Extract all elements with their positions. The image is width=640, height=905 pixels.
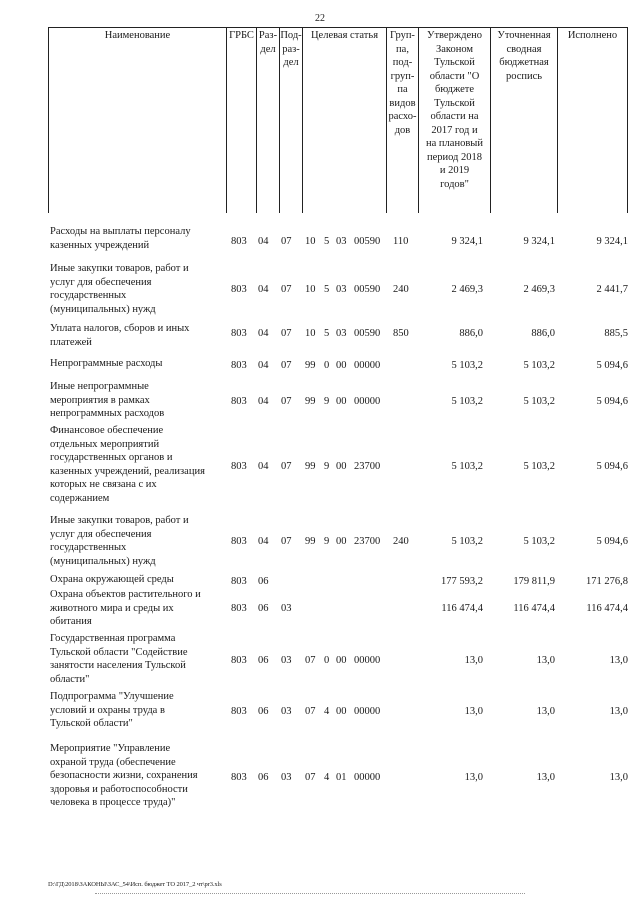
expense-group: 850 <box>393 328 409 339</box>
row-name-line: содержанием <box>50 492 110 504</box>
target-program: 07 <box>305 706 316 717</box>
target-program: 99 <box>305 461 316 472</box>
approved-value: 2 469,3 <box>451 284 483 295</box>
row-name-line: государственных <box>50 542 127 553</box>
row-name <box>50 225 222 252</box>
podrazdel: 07 <box>281 328 292 339</box>
target-subprogram: 9 <box>324 536 330 547</box>
row-name-line: условий и охраны труда в <box>50 704 165 716</box>
row-name-line: услуг для обеспечения <box>50 528 152 540</box>
target-event: 00 <box>336 536 347 547</box>
executed-value: 5 094,6 <box>596 536 628 547</box>
target-program: 07 <box>305 772 316 783</box>
row-name <box>50 380 222 421</box>
row-name-line: Непрограммные расходы <box>50 358 163 369</box>
target-subprogram: 4 <box>324 772 330 783</box>
target-direction: 23700 <box>354 536 381 547</box>
target-direction: 00590 <box>354 236 381 247</box>
row-name <box>50 632 222 686</box>
target-subprogram: 0 <box>324 360 330 371</box>
target-direction: 00000 <box>354 706 381 717</box>
grbs: 803 <box>231 396 247 407</box>
row-name <box>50 262 222 316</box>
podrazdel: 03 <box>281 706 292 717</box>
approved-value: 5 103,2 <box>451 360 483 371</box>
approved-value: 886,0 <box>459 328 483 339</box>
podrazdel: 03 <box>281 603 292 614</box>
row-name-line: государственных <box>50 290 127 301</box>
grbs: 803 <box>231 360 247 371</box>
target-event: 03 <box>336 236 347 247</box>
expense-group: 240 <box>393 536 409 547</box>
refined-value: 13,0 <box>536 772 555 783</box>
expense-group: 240 <box>393 284 409 295</box>
razdel: 04 <box>258 536 269 547</box>
razdel: 04 <box>258 328 269 339</box>
row-name-line: животного мира и среды их <box>50 602 174 614</box>
header-razdel: Раз- дел <box>256 27 279 213</box>
row-name-line: области" <box>50 673 90 685</box>
razdel: 06 <box>258 603 269 614</box>
row-name <box>50 357 222 371</box>
podrazdel: 07 <box>281 396 292 407</box>
row-name-line: платежей <box>50 336 92 348</box>
row-name-line: Охрана объектов растительного и <box>50 589 201 600</box>
executed-value: 13,0 <box>609 706 628 717</box>
target-program: 10 <box>305 284 316 295</box>
executed-value: 2 441,7 <box>596 284 628 295</box>
row-name-line: Уплата налогов, сборов и иных <box>50 323 190 334</box>
target-direction: 00590 <box>354 284 381 295</box>
row-name-line: которых не связана с их <box>50 479 157 490</box>
target-event: 03 <box>336 328 347 339</box>
row-name-line: обитания <box>50 616 92 627</box>
podrazdel: 07 <box>281 360 292 371</box>
header-refined: Уточненная сводная бюджетная роспись <box>490 27 557 213</box>
target-event: 00 <box>336 396 347 407</box>
approved-value: 13,0 <box>464 706 483 717</box>
row-name-line: Подпрограмма "Улучшение <box>50 691 174 702</box>
row-name-line: занятости населения Тульской <box>50 660 186 671</box>
executed-value: 5 094,6 <box>596 360 628 371</box>
refined-value: 116 474,4 <box>513 603 555 614</box>
row-name <box>50 424 222 505</box>
row-name-line: Мероприятие "Управление <box>50 743 171 754</box>
razdel: 04 <box>258 461 269 472</box>
approved-value: 13,0 <box>464 772 483 783</box>
refined-value: 5 103,2 <box>523 360 555 371</box>
podrazdel: 07 <box>281 536 292 547</box>
header-grbs: ГРБС <box>226 27 256 213</box>
row-name-line: государственных органов и <box>50 452 173 463</box>
razdel: 04 <box>258 396 269 407</box>
executed-value: 5 094,6 <box>596 396 628 407</box>
target-direction: 00000 <box>354 360 381 371</box>
grbs: 803 <box>231 706 247 717</box>
row-name-line: охраной труда (обеспечение <box>50 756 176 768</box>
target-subprogram: 5 <box>324 328 330 339</box>
razdel: 06 <box>258 706 269 717</box>
executed-value: 13,0 <box>609 772 628 783</box>
executed-value: 116 474,4 <box>586 603 628 614</box>
row-name-line: Расходы на выплаты персоналу <box>50 226 191 237</box>
refined-value: 886,0 <box>531 328 555 339</box>
target-subprogram: 5 <box>324 284 330 295</box>
target-direction: 00000 <box>354 655 381 666</box>
podrazdel: 07 <box>281 236 292 247</box>
target-direction: 00590 <box>354 328 381 339</box>
refined-value: 179 811,9 <box>513 576 555 587</box>
row-name-line: Финансовое обеспечение <box>50 425 164 436</box>
approved-value: 13,0 <box>464 655 483 666</box>
header-approved: Утверждено Законом Тульской области "О бюджете Тульской области на 2017 год и на плановый период 2018 и 2019 годов" <box>418 27 490 213</box>
target-program: 99 <box>305 396 316 407</box>
grbs: 803 <box>231 536 247 547</box>
target-subprogram: 9 <box>324 461 330 472</box>
podrazdel: 03 <box>281 772 292 783</box>
grbs: 803 <box>231 772 247 783</box>
executed-value: 885,5 <box>604 328 628 339</box>
header-target-article: Целевая статья <box>302 27 386 213</box>
approved-value: 5 103,2 <box>451 396 483 407</box>
row-name <box>50 322 222 349</box>
refined-value: 5 103,2 <box>523 536 555 547</box>
razdel: 06 <box>258 655 269 666</box>
target-subprogram: 5 <box>324 236 330 247</box>
header-name: Наименование <box>48 27 226 213</box>
row-name-line: казенных учреждений, реализация <box>50 465 205 477</box>
row-name-line: Иные закупки товаров, работ и <box>50 263 189 274</box>
refined-value: 13,0 <box>536 655 555 666</box>
row-name-line: Тульской области" <box>50 718 133 729</box>
row-name-line: (муниципальных) нужд <box>50 555 156 567</box>
target-program: 99 <box>305 360 316 371</box>
row-name-line: услуг для обеспечения <box>50 276 152 288</box>
row-name-line: Иные закупки товаров, работ и <box>50 515 189 526</box>
target-direction: 23700 <box>354 461 381 472</box>
row-name-line: непрограммных расходов <box>50 408 165 419</box>
row-name-line: человека в процессе труда)" <box>50 797 176 808</box>
razdel: 06 <box>258 772 269 783</box>
target-subprogram: 4 <box>324 706 330 717</box>
refined-value: 5 103,2 <box>523 461 555 472</box>
row-name-line: казенных учреждений <box>50 239 150 251</box>
podrazdel: 07 <box>281 284 292 295</box>
grbs: 803 <box>231 603 247 614</box>
podrazdel: 07 <box>281 461 292 472</box>
row-name <box>50 690 222 731</box>
row-name <box>50 514 222 568</box>
razdel: 06 <box>258 576 269 587</box>
grbs: 803 <box>231 236 247 247</box>
target-event: 00 <box>336 655 347 666</box>
target-direction: 00000 <box>354 772 381 783</box>
grbs: 803 <box>231 328 247 339</box>
row-name-line: (муниципальных) нужд <box>50 303 156 315</box>
row-name-line: безопасности жизни, сохранения <box>50 770 198 781</box>
podrazdel: 03 <box>281 655 292 666</box>
row-name-line: Иные непрограммные <box>50 381 149 392</box>
target-event: 00 <box>336 461 347 472</box>
row-name-line: отдельных мероприятий <box>50 438 160 450</box>
target-event: 01 <box>336 772 347 783</box>
row-name <box>50 742 222 810</box>
row-name <box>50 588 222 629</box>
executed-value: 171 276,8 <box>586 576 628 587</box>
approved-value: 5 103,2 <box>451 536 483 547</box>
row-name-line: мероприятия в рамках <box>50 394 150 406</box>
razdel: 04 <box>258 284 269 295</box>
approved-value: 5 103,2 <box>451 461 483 472</box>
target-event: 00 <box>336 360 347 371</box>
target-subprogram: 9 <box>324 396 330 407</box>
target-program: 10 <box>305 328 316 339</box>
grbs: 803 <box>231 461 247 472</box>
approved-value: 177 593,2 <box>441 576 483 587</box>
row-name-line: Государственная программа <box>50 633 176 644</box>
approved-value: 9 324,1 <box>451 236 483 247</box>
target-program: 10 <box>305 236 316 247</box>
refined-value: 5 103,2 <box>523 396 555 407</box>
grbs: 803 <box>231 284 247 295</box>
target-program: 07 <box>305 655 316 666</box>
row-name-line: здоровья и работоспособности <box>50 783 188 795</box>
target-subprogram: 0 <box>324 655 330 666</box>
razdel: 04 <box>258 360 269 371</box>
header-executed: Исполнено <box>557 27 628 213</box>
executed-value: 5 094,6 <box>596 461 628 472</box>
row-name <box>50 573 222 587</box>
header-expense-group: Груп- па, под- груп- па видов расхо- дов <box>386 27 418 213</box>
grbs: 803 <box>231 655 247 666</box>
approved-value: 116 474,4 <box>441 603 483 614</box>
refined-value: 2 469,3 <box>523 284 555 295</box>
row-name-line: Охрана окружающей среды <box>50 574 174 585</box>
row-name-line: Тульской области "Содействие <box>50 646 188 658</box>
target-event: 03 <box>336 284 347 295</box>
razdel: 04 <box>258 236 269 247</box>
file-path-footer: D:\ГД\2018\ЗАКОНЫ\ЗАС_54\Исп. бюджет ТО 2017_2 чт\pr3.xls <box>48 881 222 888</box>
page-number: 22 <box>315 13 325 24</box>
target-program: 99 <box>305 536 316 547</box>
grbs: 803 <box>231 576 247 587</box>
header-podrazdel: Под- раз- дел <box>279 27 302 213</box>
footer-divider <box>95 893 525 894</box>
refined-value: 9 324,1 <box>523 236 555 247</box>
expense-group: 110 <box>393 236 409 247</box>
target-direction: 00000 <box>354 396 381 407</box>
executed-value: 13,0 <box>609 655 628 666</box>
target-event: 00 <box>336 706 347 717</box>
executed-value: 9 324,1 <box>596 236 628 247</box>
refined-value: 13,0 <box>536 706 555 717</box>
